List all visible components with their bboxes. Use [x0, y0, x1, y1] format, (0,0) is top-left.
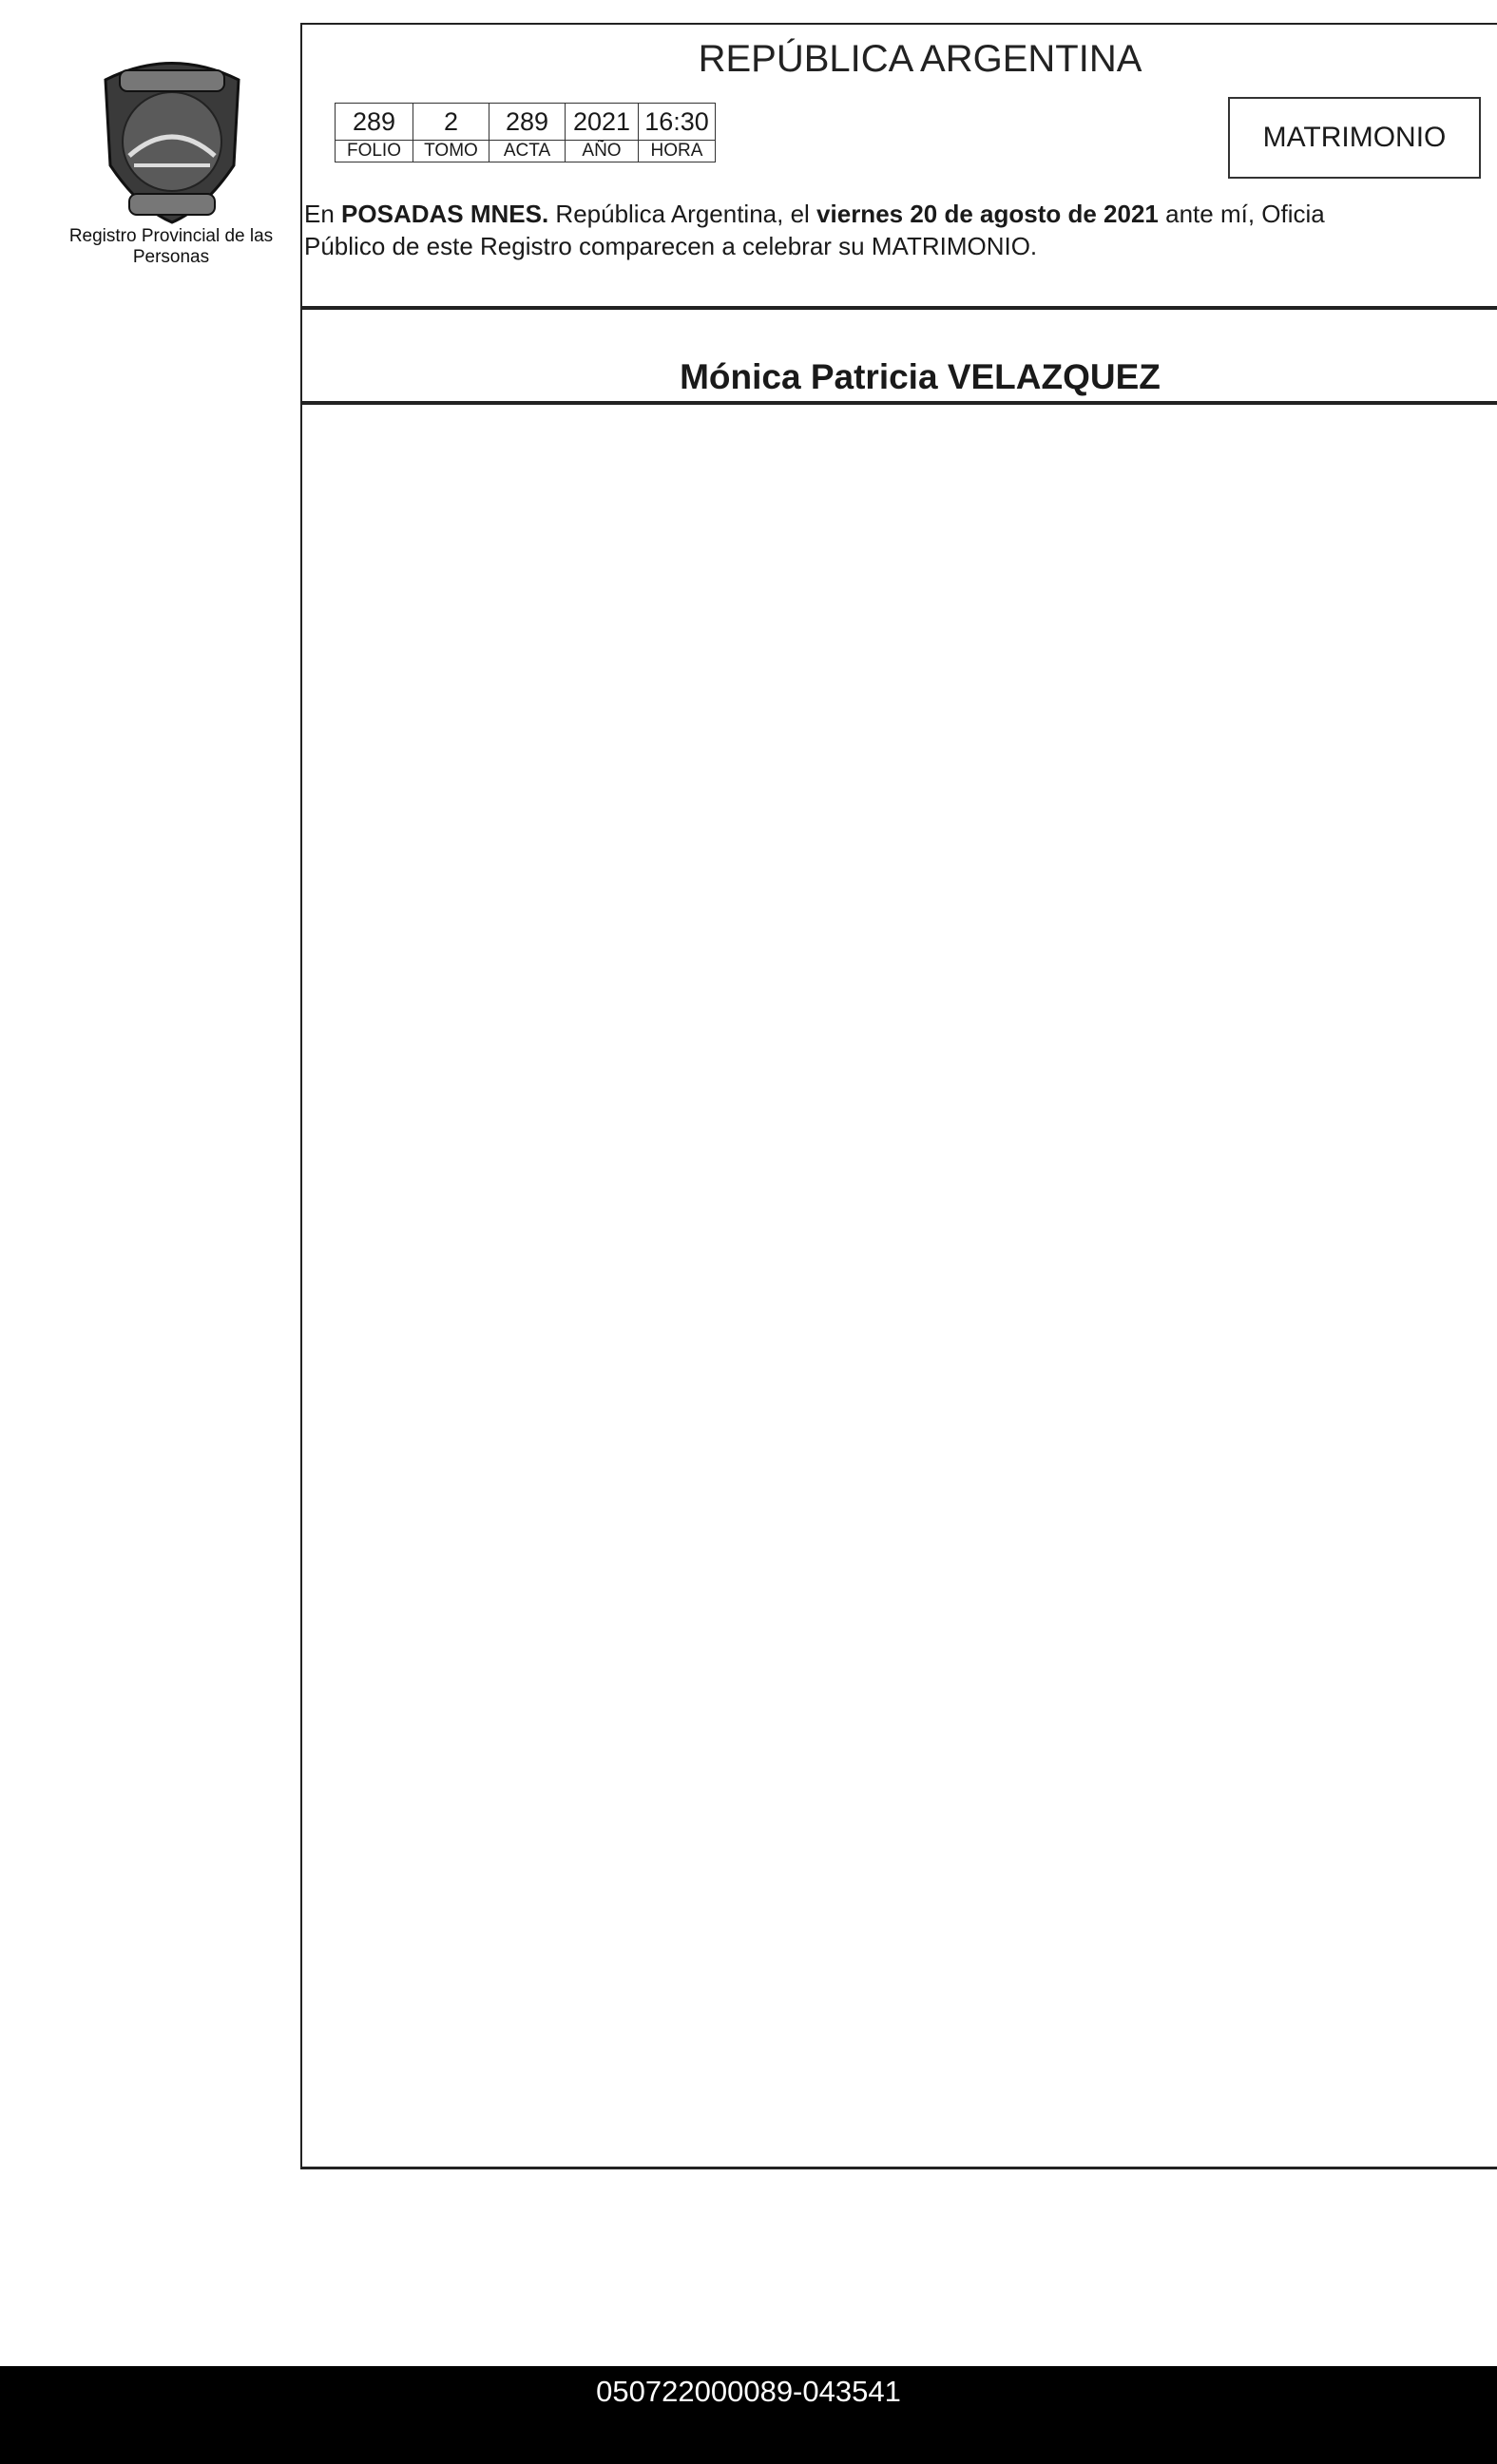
acta-label: ACTA: [489, 141, 566, 162]
divider: [302, 306, 1497, 310]
province-seal-logo: [91, 51, 253, 228]
certificate-frame: [300, 23, 1497, 2169]
tomo-value: 2: [413, 104, 489, 141]
tomo-label: TOMO: [413, 141, 489, 162]
hora-label: HORA: [639, 141, 716, 162]
folio-label: FOLIO: [336, 141, 413, 162]
divider: [302, 401, 1497, 405]
registry-logo-text: Registro Provincial de las Personas: [68, 226, 274, 267]
ano-value: 2021: [566, 104, 639, 141]
hora-value: 16:30: [639, 104, 716, 141]
acta-value: 289: [489, 104, 566, 141]
record-data-table: [335, 103, 716, 162]
document-barcode-number: 050722000089-043541: [0, 2366, 1497, 2464]
intro-line-2: Público de este Registro comparecen a celebrar su MATRIMONIO.: [304, 232, 1038, 260]
ano-label: AÑO: [566, 141, 639, 162]
document-title: REPÚBLICA ARGENTINA: [698, 38, 1142, 80]
folio-value: 289: [336, 104, 413, 141]
intro-line-1: En POSADAS MNES. República Argentina, el viernes 20 de agosto de 2021 ante mí, Oficia: [304, 200, 1325, 228]
party1-name: Mónica Patricia VELAZQUEZ: [680, 357, 1161, 396]
act-type-box: MATRIMONIO: [1228, 97, 1481, 179]
